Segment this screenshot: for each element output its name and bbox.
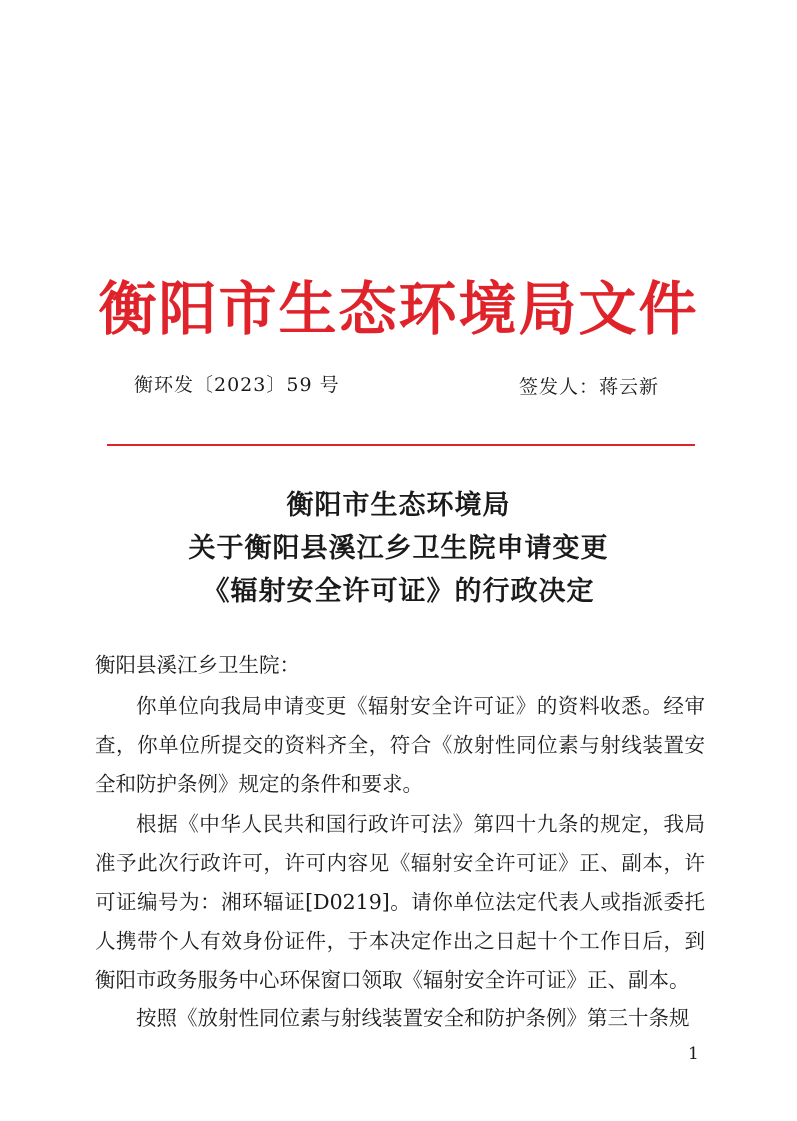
issuing-organization-title: 衡阳市生态环境局文件: [98, 275, 699, 343]
document-title-line-2: 关于衡阳县溪江乡卫生院申请变更: [188, 533, 609, 564]
document-number: 衡环发〔2023〕59 号: [134, 374, 340, 396]
document-title-line-1: 衡阳市生态环境局: [286, 490, 511, 521]
page-number: 1: [688, 1044, 699, 1064]
red-divider-line: [107, 444, 695, 446]
signer: 签发人：蒋云新: [519, 376, 660, 398]
body-paragraph-3: 按照《放射性同位素与射线装置安全和防护条例》第三十条规: [136, 1006, 690, 1030]
salutation: 衡阳县溪江乡卫生院：: [95, 653, 300, 677]
body-paragraph-2: 根据《中华人民共和国行政许可法》第四十九条的规定，我局准予此次行政许可，许可内容见《辐射安全许可证》正、副本，许可证编号为：湘环辐证[D0219]。请你单位法定代表人或指派委托人携带个人有效身份证件，于本决定作出之日起十个工作日后，到衡阳市政务服务中心环保窗口领取《辐射安全许可证》正、副本。: [95, 812, 705, 992]
document-title-line-3: 《辐射安全许可证》的行政决定: [202, 576, 595, 607]
body-paragraph-1: 你单位向我局申请变更《辐射安全许可证》的资料收悉。经审查，你单位所提交的资料齐全，符合《放射性同位素与射线装置安全和防护条例》规定的条件和要求。: [95, 694, 705, 796]
